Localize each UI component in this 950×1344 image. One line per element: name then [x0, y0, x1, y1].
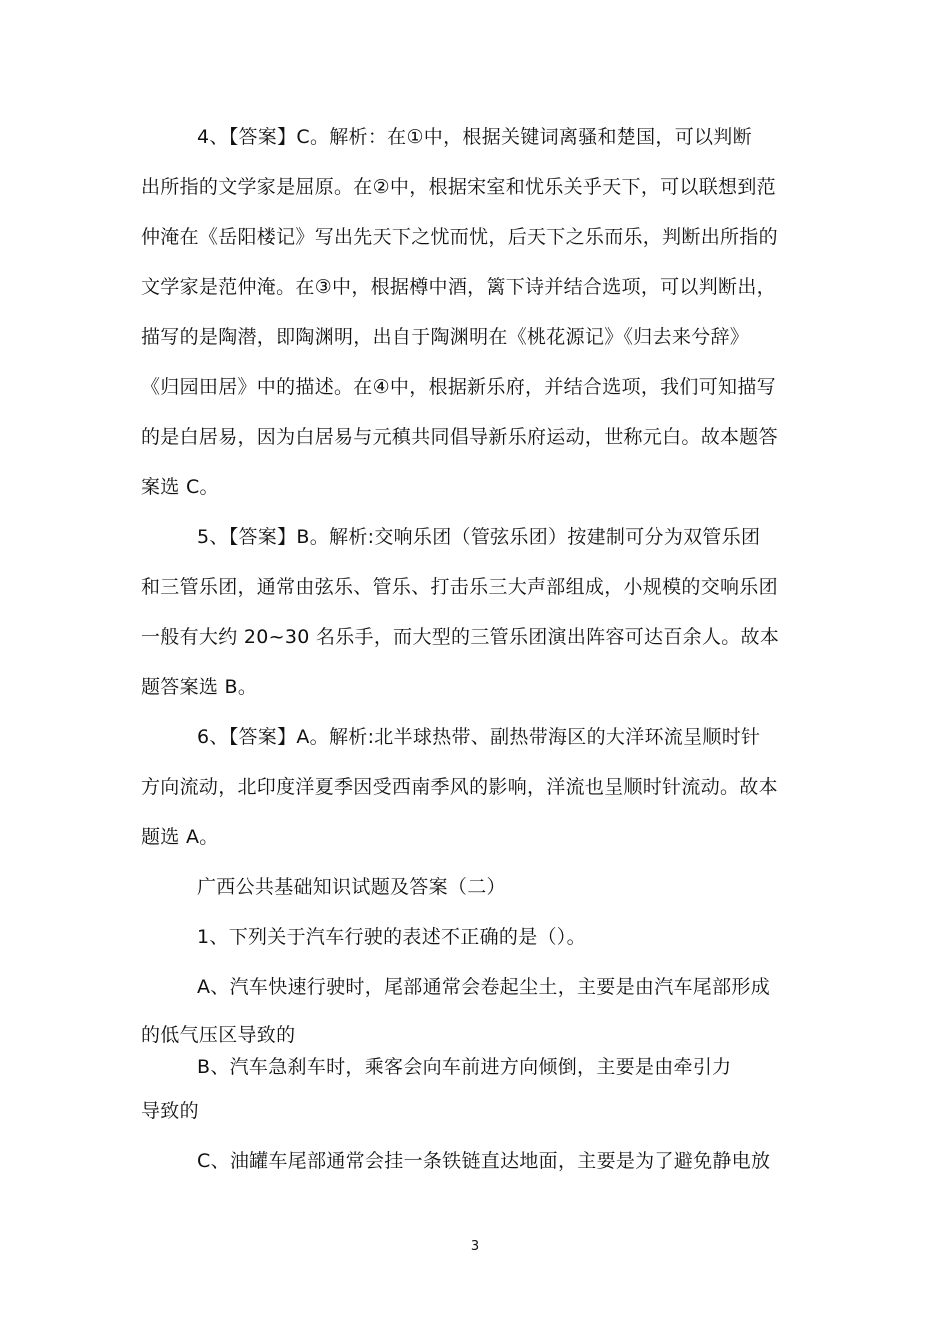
paragraph-4-line-4: 文学家是范仲淹。在③中，根据樽中酒，篱下诗并结合选项，可以判断出，	[141, 276, 776, 298]
option-a-line-1: A、汽车快速行驶时，尾部通常会卷起尘土，主要是由汽车尾部形成	[197, 976, 770, 998]
paragraph-6-line-2: 方向流动，北印度洋夏季因受西南季风的影响，洋流也呈顺时针流动。故本	[141, 776, 778, 798]
option-b-line-1: B、汽车急刹车时，乘客会向车前进方向倾倒，主要是由牵引力	[197, 1056, 732, 1078]
paragraph-6-line-1: 6、【答案】A。解析:北半球热带、副热带海区的大洋环流呈顺时针	[197, 726, 761, 748]
paragraph-4-line-2: 出所指的文学家是屈原。在②中，根据宋室和忧乐关乎天下，可以联想到范	[141, 176, 776, 198]
paragraph-4-line-8: 案选 C。	[141, 476, 219, 498]
paragraph-5-line-3: 一般有大约 20~30 名乐手，而大型的三管乐团演出阵容可达百余人。故本	[141, 626, 780, 648]
option-c-line-1: C、油罐车尾部通常会挂一条铁链直达地面，主要是为了避免静电放	[197, 1150, 771, 1172]
paragraph-5-line-2: 和三管乐团，通常由弦乐、管乐、打击乐三大声部组成，小规模的交响乐团	[141, 576, 778, 598]
paragraph-4-line-1: 4、【答案】C。解析：在①中，根据关键词离骚和楚国，可以判断	[197, 126, 752, 148]
page-number: 3	[470, 1239, 480, 1254]
paragraph-4-line-6: 《归园田居》中的描述。在④中，根据新乐府，并结合选项，我们可知描写	[141, 376, 776, 398]
paragraph-5-line-1: 5、【答案】B。解析:交响乐团（管弦乐团）按建制可分为双管乐团	[197, 526, 761, 548]
paragraph-4-line-7: 的是白居易，因为白居易与元稹共同倡导新乐府运动，世称元白。故本题答	[141, 426, 778, 448]
paragraph-4-line-5: 描写的是陶潜，即陶渊明，出自于陶渊明在《桃花源记》《归去来兮辞》	[141, 326, 750, 348]
option-a-line-2: 的低气压区导致的	[141, 1024, 296, 1046]
section-heading: 广西公共基础知识试题及答案（二）	[197, 876, 506, 898]
question-1: 1、下列关于汽车行驶的表述不正确的是（）。	[197, 926, 586, 948]
paragraph-6-line-3: 题选 A。	[141, 826, 219, 848]
paragraph-5-line-4: 题答案选 B。	[141, 676, 258, 698]
option-b-line-2: 导致的	[141, 1100, 199, 1122]
paragraph-4-line-3: 仲淹在《岳阳楼记》写出先天下之忧而忧，后天下之乐而乐，判断出所指的	[141, 226, 778, 248]
